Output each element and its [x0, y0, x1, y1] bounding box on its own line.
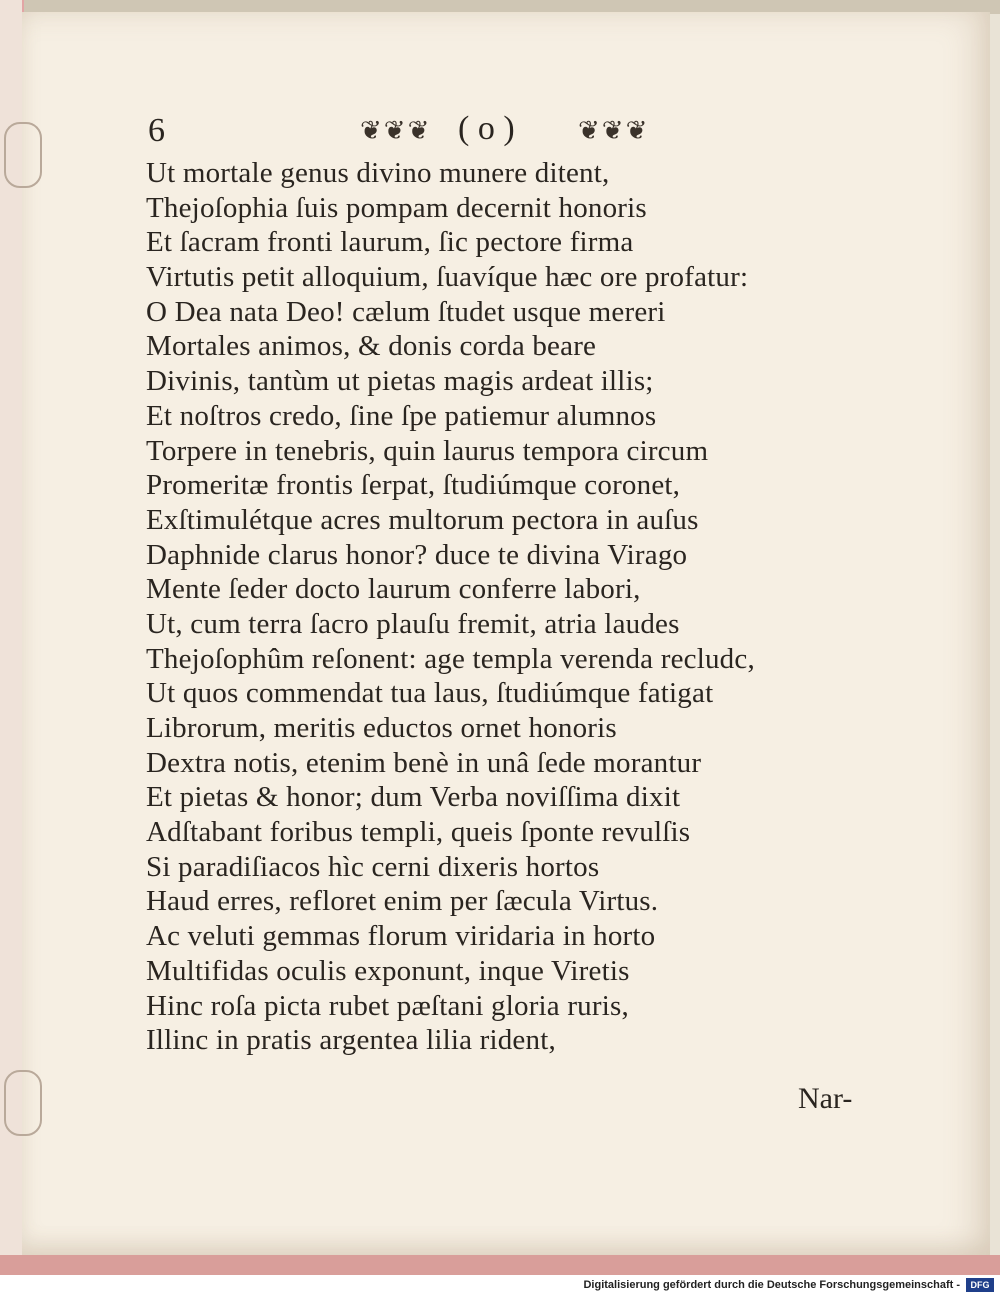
ornament-left-icon: ❦❦❦: [360, 116, 432, 145]
verse-line: Promeritæ frontis ſerpat, ſtudiúmque coronet,: [146, 469, 681, 502]
verse-text-block: [146, 156, 886, 1058]
verse-line: Exſtimulétque acres multorum pectora in auſus: [146, 503, 699, 536]
header-center-mark: ( o ): [458, 110, 515, 147]
ornament-right-icon: ❦❦❦: [578, 116, 650, 145]
verse-line: Si paradiſiacos hìc cerni dixeris hortos: [146, 850, 600, 883]
verse-line: Et pietas & honor; dum Verba noviſſima dixit: [146, 781, 681, 814]
verse-line: Et ſacram fronti laurum, ſic pectore firma: [146, 226, 634, 259]
verse-line: Mortales animos, & donis corda beare: [146, 330, 597, 363]
verse-line: Hinc roſa picta rubet pæſtani gloria ruris,: [146, 989, 629, 1022]
verse-line: Ac veluti gemmas florum viridaria in horto: [146, 920, 656, 953]
verse-line: Dextra notis, etenim benè in unâ ſede morantur: [146, 746, 702, 779]
page-number: 6: [148, 112, 165, 149]
verse-line: Thejoſophûm reſonent: age templa verenda recludc,: [146, 642, 755, 675]
verse-line: Ut quos commendat tua laus, ſtudiúmque fatigat: [146, 677, 714, 710]
verse-line: Thejoſophia ſuis pompam decernit honoris: [146, 191, 647, 224]
page-header: [148, 112, 708, 152]
verse-line: Virtutis petit alloquium, ſuavíque hæc ore profatur:: [146, 261, 749, 294]
verse-line: Adſtabant foribus templi, queis ſponte revulſis: [146, 816, 691, 849]
page-edge-bottom: [0, 1255, 1000, 1275]
verse-line: Torpere in tenebris, quin laurus tempora circum: [146, 434, 709, 467]
binding-thread-bottom: [4, 1070, 42, 1136]
funding-credit: Digitalisierung gefördert durch die Deutsche Forschungsgemeinschaft -: [583, 1279, 960, 1291]
catchword: Nar-: [798, 1082, 853, 1115]
verse-line: Mente ſeder docto laurum conferre labori,: [146, 573, 641, 606]
verse-line: Ut, cum terra ſacro plauſu fremit, atria laudes: [146, 607, 680, 640]
verse-line: Divinis, tantùm ut pietas magis ardeat illis;: [146, 365, 654, 398]
verse-line: Librorum, meritis eductos ornet honoris: [146, 712, 617, 744]
verse-line: Multifidas oculis exponunt, inque Viretis: [146, 954, 630, 987]
binding-thread-top: [4, 122, 42, 188]
verse-line: Ut mortale genus divino munere ditent,: [146, 157, 610, 189]
verse-line: Et noſtros credo, ſine ſpe patiemur alumnos: [146, 399, 657, 432]
verse-line: Daphnide clarus honor? duce te divina Virago: [146, 538, 688, 571]
dfg-logo-icon: DFG: [966, 1278, 994, 1292]
verse-line: Illinc in pratis argentea lilia rident,: [146, 1024, 556, 1057]
verse-line: Haud erres, refloret enim per ſæcula Virtus.: [146, 885, 659, 918]
verse-line: O Dea nata Deo! cælum ſtudet usque mereri: [146, 295, 666, 328]
